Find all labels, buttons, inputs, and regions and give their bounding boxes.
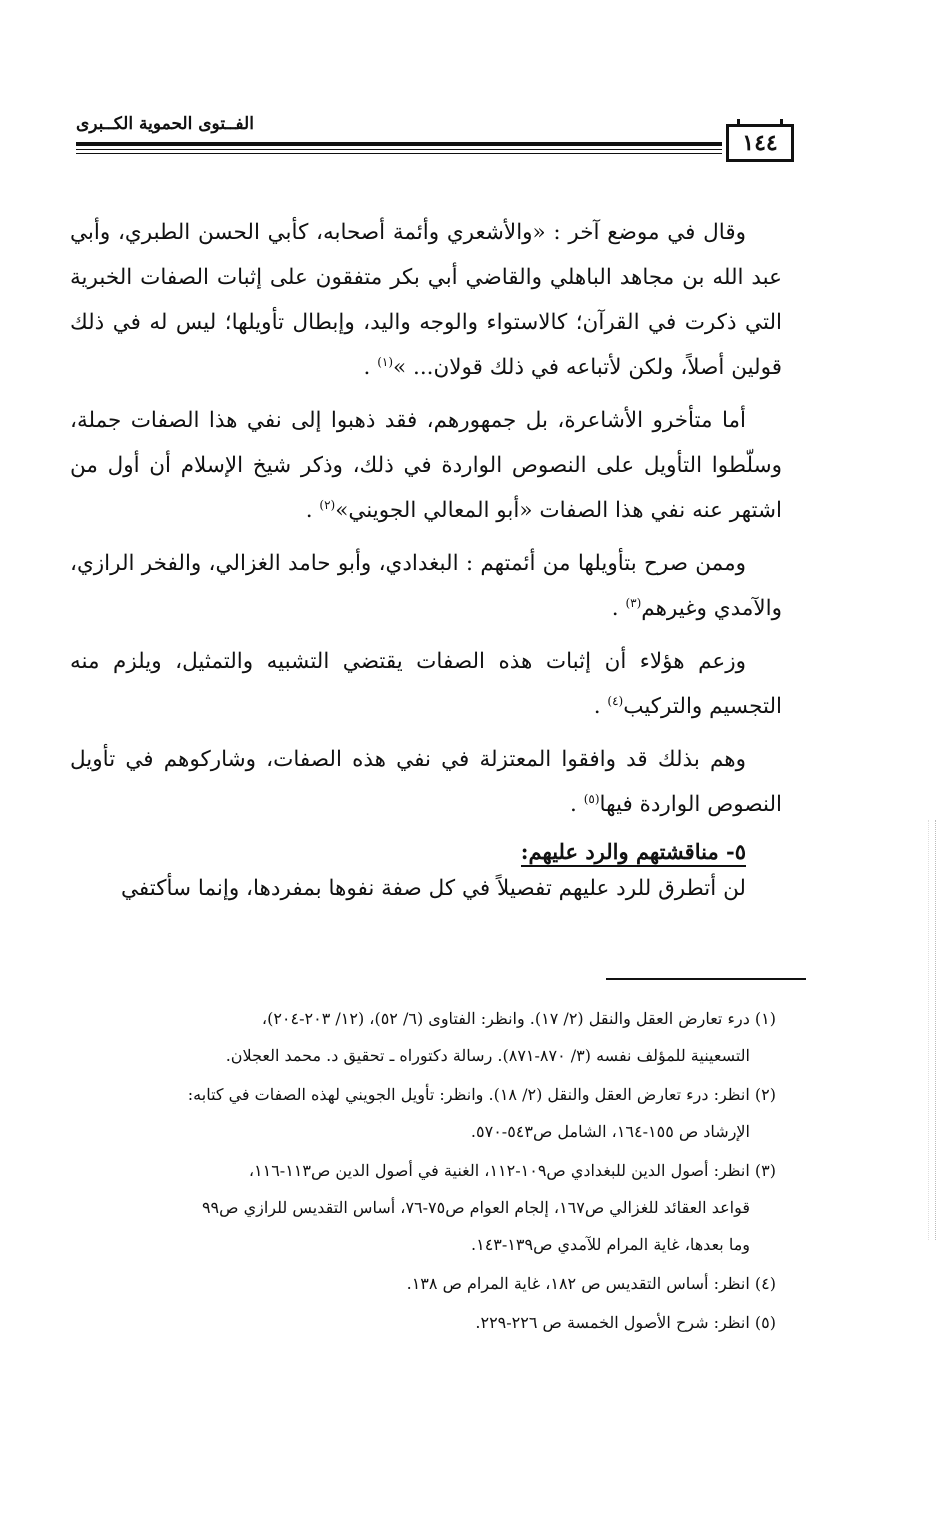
paragraph-6: لن أتطرق للرد عليهم تفصيلاً في كل صفة نفوها بمفردها، وإنما سأكتفي bbox=[120, 876, 746, 901]
footnote-line: قواعد العقائد للغزالي ص١٦٧، إلجام العوام ص٧٥-٧٦، أساس التقديس للرازي ص٩٩ bbox=[201, 1198, 750, 1217]
paragraph-text: وزعم هؤلاء أن إثبات هذه الصفات يقتضي التشبيه والتمثيل، ويلزم منه التجسيم والتركيب bbox=[70, 649, 782, 719]
header-rule-thin bbox=[76, 153, 722, 154]
footnote-line: (١) درء تعارض العقل والنقل (٢/ ١٧). وانظر: الفتاوى (٦/ ٥٢)، (١٢/ ٢٠٣-٢٠٤)، bbox=[261, 1009, 776, 1028]
footnotes bbox=[70, 1000, 776, 1343]
scan-margin-marks bbox=[928, 820, 936, 1240]
paragraph-text: وهم بذلك قد وافقوا المعتزلة في نفي هذه الصفات، وشاركوهم في تأويل النصوص الواردة فيها bbox=[70, 747, 782, 817]
footnote-ref-1: (١) bbox=[377, 354, 394, 369]
section-heading bbox=[70, 835, 782, 869]
footnote-line: التسعينية للمؤلف نفسه (٣/ ٨٧٠-٨٧١). رسالة دكتوراه ـ تحقيق د. محمد العجلان. bbox=[225, 1046, 750, 1065]
footnote-ref-4: (٤) bbox=[607, 693, 624, 708]
paragraph-3 bbox=[70, 541, 782, 631]
footnote-line: الإرشاد ص ١٥٥-١٦٤، الشامل ص٥٤٣-٥٧٠. bbox=[470, 1122, 750, 1141]
paragraph-text: وقال في موضع آخر : «والأشعري وأئمة أصحابه، كأبي الحسن الطبري، وأبي عبد الله بن مجاهد الباهلي والقاضي أبي بكر متفقون على إثبات الصفات الخبرية التي ذكرت في القرآن؛ كالاستواء والوجه واليد، وإبطال تأويلها؛ ليس له في ذلك قولين أصلاً، ولكن لأتباعه في ذلك قولان... » bbox=[70, 220, 782, 380]
footnote-line: وما بعدها، غاية المرام للآمدي ص١٣٩-١٤٣. bbox=[471, 1235, 750, 1254]
footnote-2 bbox=[70, 1076, 776, 1150]
paragraph-text: أما متأخرو الأشاعرة، بل جمهورهم، فقد ذهبوا إلى نفي هذا الصفات جملة، وسلّطوا التأويل على النصوص الواردة في ذلك، وذكر شيخ الإسلام أن أول من اشتهر عنه نفي هذا الصفات «أبو المعالي الجويني» bbox=[70, 408, 782, 523]
paragraph-end: . bbox=[593, 694, 608, 719]
main-text bbox=[70, 210, 782, 917]
footnote-separator bbox=[606, 978, 806, 980]
paragraph-4 bbox=[70, 639, 782, 729]
footnote-line: (٢) انظر: درء تعارض العقل والنقل (٢/ ١٨). وانظر: تأويل الجويني لهذه الصفات في كتابه: bbox=[187, 1085, 776, 1104]
footnote-ref-2: (٢) bbox=[319, 497, 336, 512]
footnote-line: (٣) انظر: أصول الدين للبغدادي ص١٠٩-١١٢، الغنية في أصول الدين ص١١٣-١١٦، bbox=[248, 1161, 776, 1180]
section-heading-text: ٥- مناقشتهم والرد عليهم: bbox=[521, 839, 746, 867]
footnote-3 bbox=[70, 1152, 776, 1263]
paragraph-end: . bbox=[305, 498, 320, 523]
header-rule-thin bbox=[76, 149, 722, 150]
paragraph-end: . bbox=[570, 792, 584, 817]
paragraph-end: . bbox=[363, 355, 378, 380]
page-header bbox=[68, 112, 794, 172]
footnote-4 bbox=[70, 1265, 776, 1302]
running-title: الفــتوى الحموية الكــبرى bbox=[76, 114, 254, 134]
paragraph-1 bbox=[70, 210, 782, 390]
page-number bbox=[726, 124, 794, 162]
paragraph-2 bbox=[70, 398, 782, 533]
page-number-text: ١٤٤ bbox=[742, 130, 778, 156]
footnote-line: (٥) انظر: شرح الأصول الخمسة ص ٢٢٦-٢٢٩. bbox=[475, 1313, 776, 1332]
footnote-line: (٤) انظر: أساس التقديس ص ١٨٢، غاية المرام ص ١٣٨. bbox=[406, 1274, 776, 1293]
header-rule-thick bbox=[76, 142, 722, 146]
paragraph-text: وممن صرح بتأويلها من أئمتهم : البغدادي، وأبو حامد الغزالي، والفخر الرازي، والآمدي وغيرهم bbox=[70, 551, 782, 621]
paragraph-5 bbox=[70, 737, 782, 827]
paragraph-end: . bbox=[611, 596, 626, 621]
footnote-5 bbox=[70, 1304, 776, 1341]
footnote-ref-5: (٥) bbox=[583, 791, 600, 806]
footnote-ref-3: (٣) bbox=[625, 595, 642, 610]
footnote-1 bbox=[70, 1000, 776, 1074]
